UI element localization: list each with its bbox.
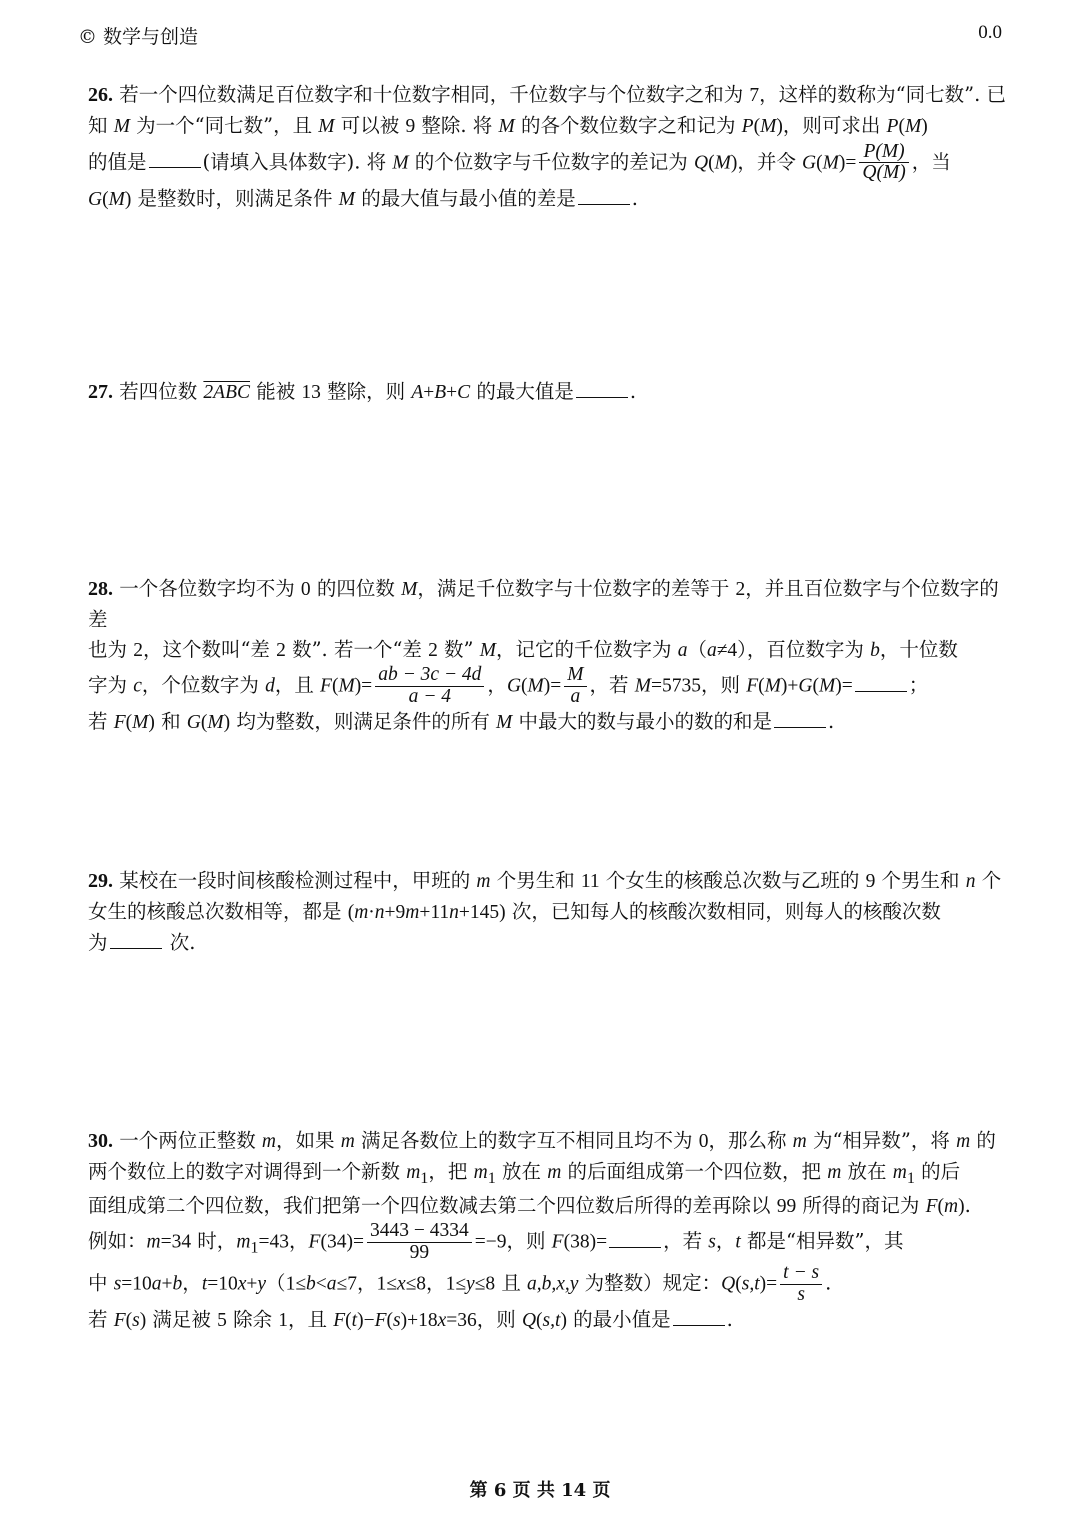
problem-line: 两个数位上的数字对调得到一个新数 $m_1$，把 $m_1$ 放在 m 的后面组成第一个四位数，把 m 放在 $m_1$ 的后 <box>88 1159 961 1187</box>
problem-line: 若 F(s) 满足被 5 除余 1，且 F(t)−F(s)+18x=36，则 Q(s,t) 的最小值是 . <box>88 1305 1010 1336</box>
problem-line: 29. 某校在一段时间核酸检测过程中，甲班的 m 个男生和 11 个女生的核酸总次数与乙班的 9 个男生和 n 个 <box>88 869 1002 892</box>
answer-blank <box>609 1227 661 1248</box>
problem-number: 28. <box>88 578 113 600</box>
fraction-numerator: t − s <box>780 1263 822 1284</box>
fraction-gm <box>564 665 586 707</box>
fraction-numerator: P(M) <box>859 142 908 163</box>
answer-blank <box>110 928 162 949</box>
problem-number: 27. <box>88 381 113 403</box>
fraction-g <box>859 142 908 184</box>
problem-28 <box>88 574 1010 738</box>
fraction-denominator: s <box>797 1283 805 1305</box>
problem-27 <box>88 377 1010 408</box>
fraction-f34 <box>367 1221 472 1263</box>
page-header-right: 0.0 <box>978 22 1002 43</box>
answer-blank <box>578 184 630 205</box>
page-footer: 第 6 页 共 14 页 <box>469 1480 611 1501</box>
problem-line: 例如：m=34 时，$m_1=43$，F(34)= $\frac{3443 - 4334}{99}$ =−9，则 F(38)= ，若 s，t 都是“相异数”，其 <box>88 1220 904 1263</box>
problem-line: 中 s=10a+b，t=10x+y（1≤b<a≤7，1≤x≤8，1≤y≤8 且 a,b,x,y 为整数）规定：Q(s,t)= $\frac{t - s}{s}$ . <box>88 1262 832 1305</box>
problem-line: G(M) 是整数时，则满足条件 M 的最大值与最小值的差是 . <box>88 184 1010 215</box>
problem-line: 知 M 为一个“同七数”，且 M 可以被 9 整除. 将 M 的各个数位数字之和记为 P(M)，则可求出 P(M) <box>88 113 928 137</box>
fraction-numerator: 3443 − 4334 <box>367 1221 472 1242</box>
answer-blank <box>576 378 628 399</box>
page-header-left: © 数学与创造 <box>78 26 199 48</box>
problem-line: 的值是 (请填入具体数字). 将 M 的个位数字与千位数字的差记为 Q(M)，并令 G(M)= $\frac{P(M)}{Q(M)}$ ，当 <box>88 140 951 184</box>
problem-line: 面组成第二个四位数，我们把第一个四位数减去第二个四位数后所得的差再除以 99 所得的商记为 F(m). <box>88 1193 971 1217</box>
problem-line: 女生的核酸总次数相等，都是 (m·n+9m+11n+145) 次，已知每人的核酸次数相同，则每人的核酸次数 <box>88 899 941 923</box>
problem-line: 字为 c，个位数字为 d，且 F(M)= $\frac{ab - 3c - 4d}{a - 4}$ ，G(M)= $\frac{M}{a}$ ，若 M=5735，则 F(M)+G(M)= ； <box>88 664 929 707</box>
answer-blank <box>774 708 826 729</box>
fraction-denominator: a <box>570 685 581 707</box>
overline-number: 2ABC <box>203 382 250 403</box>
problem-number: 29. <box>88 870 113 892</box>
problem-line: 26. 若一个四位数满足百位数字和十位数字相同，千位数字与个位数字之和为 7，这样的数称为“同七数”. 已 <box>88 83 1006 106</box>
answer-blank <box>149 148 201 169</box>
problem-line: 若 F(M) 和 G(M) 均为整数，则满足条件的所有 M 中最大的数与最小的数的和是 . <box>88 707 1010 738</box>
problem-line: 为 次. <box>88 928 1010 958</box>
problem-line: 也为 2，这个数叫“差 2 数”. 若一个“差 2 数” M，记它的千位数字为 a（a≠4），百位数字为 b，十位数 <box>88 637 958 661</box>
fraction-f <box>375 665 484 707</box>
problem-line: 30. 一个两位正整数 m，如果 m 满足各数位上的数字互不相同且均不为 0，那么称 m 为“相异数”，将 m 的 <box>88 1129 996 1152</box>
fraction-denominator: 99 <box>409 1241 430 1263</box>
problem-number: 30. <box>88 1130 113 1152</box>
fraction-numerator: ab − 3c − 4d <box>375 665 484 686</box>
problem-26 <box>88 80 1010 214</box>
problem-number: 26. <box>88 84 113 106</box>
problem-line: 27. 若四位数 2ABC 能被 13 整除，则 A+B+C 的最大值是 . <box>88 377 1010 408</box>
problem-30 <box>88 1126 1010 1336</box>
problem-29 <box>88 866 1010 957</box>
problem-line: 28. 一个各位数字均不为 0 的四位数 M，满足千位数字与十位数字的差等于 2，并且百位数字与个位数字的差 <box>88 577 999 631</box>
answer-blank <box>673 1306 725 1327</box>
fraction-denominator: a − 4 <box>408 685 452 707</box>
fraction-numerator: M <box>564 665 586 686</box>
fraction-denominator: Q(M) <box>862 162 906 184</box>
fraction-q <box>780 1263 822 1305</box>
answer-blank <box>855 671 907 692</box>
